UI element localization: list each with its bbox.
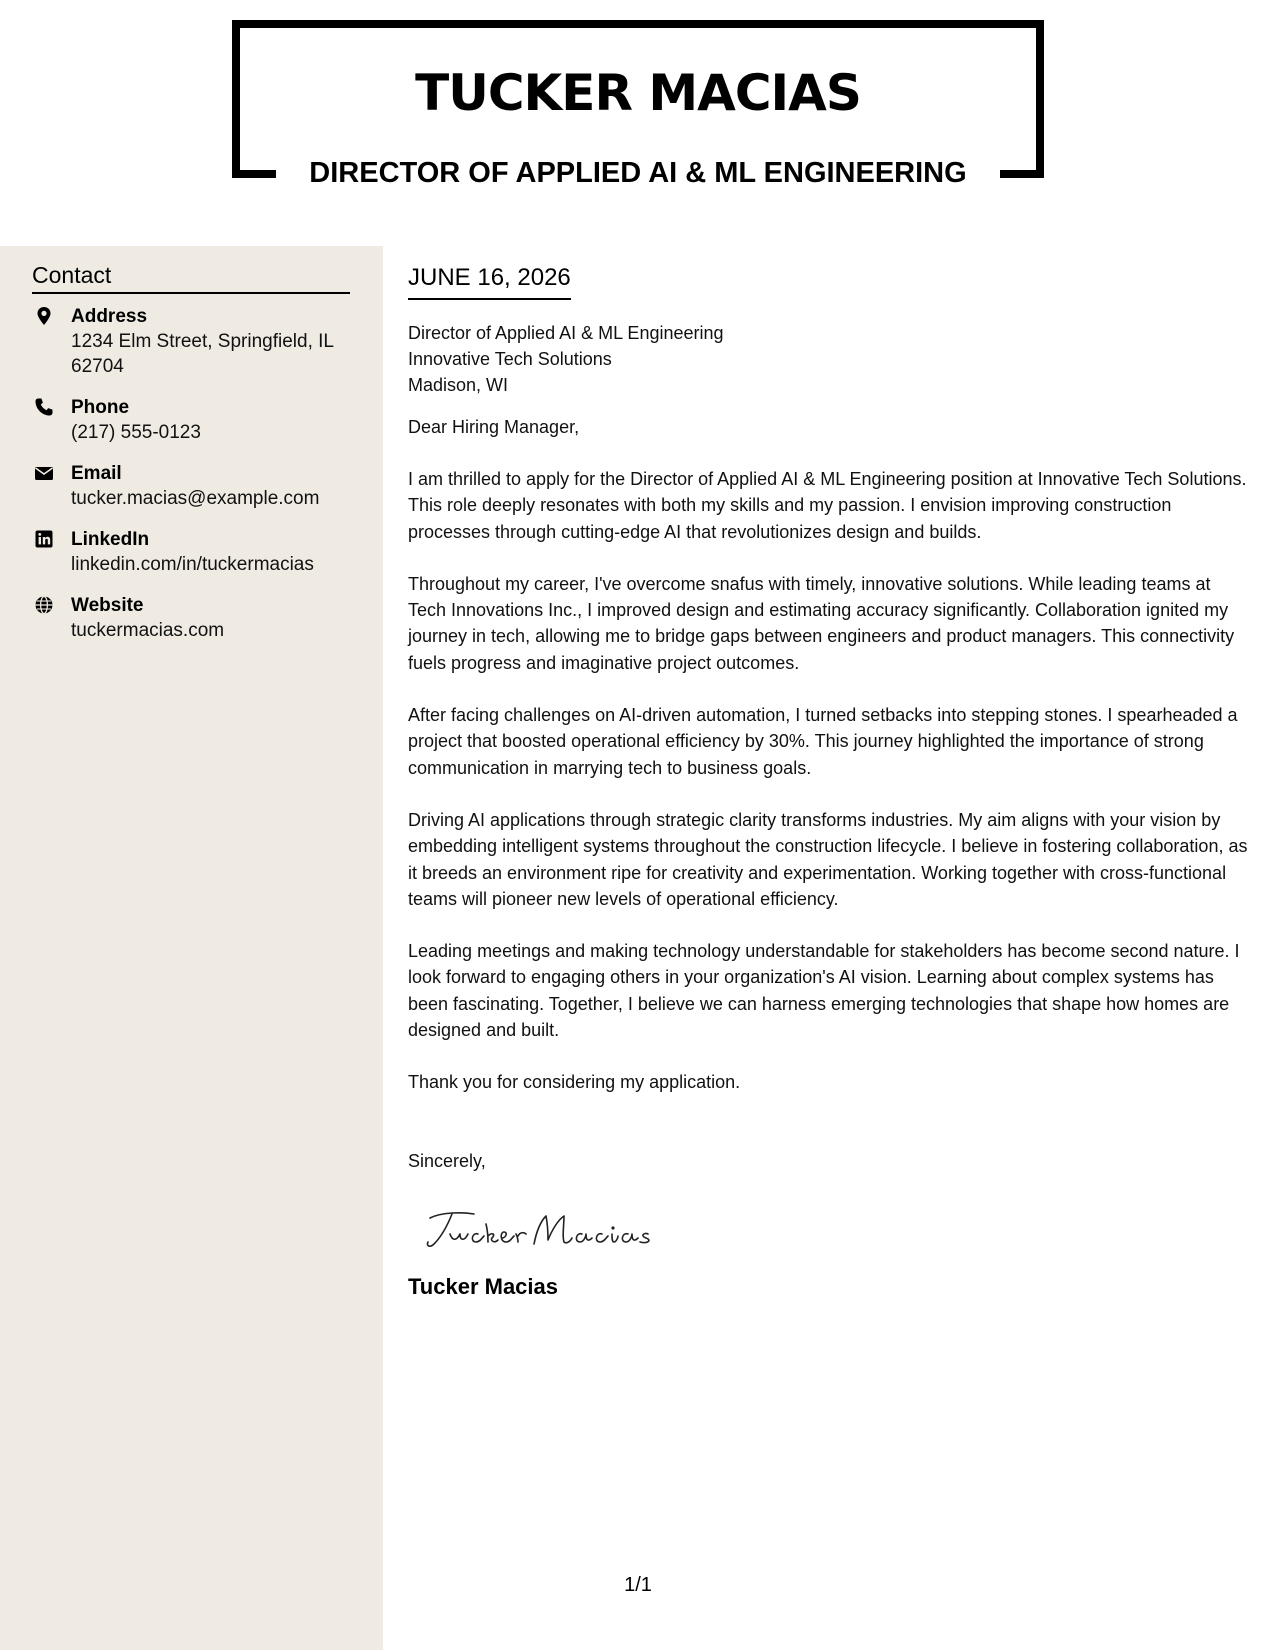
closing: Sincerely, <box>408 1150 486 1171</box>
body-paragraph: Driving AI applications through strategic clarity transforms industries. My aim aligns with your vision by embedding intelligent systems throughout the construction lifecycle. I believe in fostering collaboration, as it breeds an environment ripe for creativity and experimentation. Working together with cross-functional teams will pioneer new levels of operational efficiency. <box>408 809 1248 909</box>
contact-label: LinkedIn <box>71 529 150 550</box>
job-title <box>232 151 1044 195</box>
contact-item-website <box>32 593 362 643</box>
salutation: Dear Hiring Manager, <box>408 417 580 437</box>
recipient-company: Innovative Tech Solutions <box>408 349 612 369</box>
body-paragraph: I am thrilled to apply for the Director of Applied AI & ML Engineering position at Innovative Tech Solutions. This role deeply resonates with both my skills and my passion. I envision improving construction processes through cutting-edge AI that revolutionizes design and builds. <box>408 469 1247 542</box>
globe-icon <box>34 595 54 615</box>
map-pin-icon <box>34 306 54 326</box>
contact-list <box>32 304 362 659</box>
letter-date: JUNE 16, 2026 <box>408 262 571 300</box>
contact-item-linkedin <box>32 527 362 577</box>
linkedin-icon <box>34 529 54 549</box>
contact-label: Phone <box>71 397 130 418</box>
linkedin-value[interactable]: linkedin.com/in/tuckermacias <box>71 554 314 575</box>
contact-sidebar <box>0 246 383 1650</box>
body-paragraph: After facing challenges on AI-driven automation, I turned setbacks into stepping stones. I spearheaded a project that boosted operational efficiency by 30%. This journey highlighted the importance of strong communication in marrying tech to business goals. <box>408 705 1238 778</box>
email-value[interactable]: tucker.macias@example.com <box>71 488 320 509</box>
body-paragraph: Thank you for considering my application. <box>408 1072 741 1093</box>
phone-value: (217) 555-0123 <box>71 422 201 443</box>
recipient-block <box>408 320 1250 398</box>
contact-label: Address <box>71 306 148 327</box>
applicant-name: TUCKER MACIAS <box>415 64 861 122</box>
phone-icon <box>34 397 54 417</box>
recipient-location: Madison, WI <box>408 375 509 395</box>
signer-name: Tucker Macias <box>408 1273 559 1299</box>
body-paragraph: Throughout my career, I've overcome snafus with timely, innovative solutions. While leading teams at Tech Innovations Inc., I improved design and estimating accuracy significantly. Collaboration ignited my journey in tech, allowing me to bridge gaps between engineers and product managers. This connectivity fuels progress and imaginative project outcomes. <box>408 573 1235 673</box>
contact-label: Email <box>71 463 122 484</box>
contact-item-phone <box>32 395 362 445</box>
contact-label: Website <box>71 595 144 616</box>
letter-body <box>408 262 1250 1302</box>
page-number: 1/1 <box>624 1574 652 1596</box>
contact-item-email <box>32 461 362 511</box>
body-paragraph: Leading meetings and making technology understandable for stakeholders has become second nature. I look forward to engaging others in your organization's AI vision. Learning about complex systems has been fascinating. Together, I believe we can harness emerging technologies that shape how homes are designed and built. <box>408 941 1240 1041</box>
recipient-title: Director of Applied AI & ML Engineering <box>408 323 724 343</box>
website-value[interactable]: tuckermacias.com <box>71 620 225 641</box>
address-value: 1234 Elm Street, Springfield, IL 62704 <box>71 331 334 377</box>
contact-item-address <box>32 304 362 379</box>
frame-top-border <box>232 20 1044 28</box>
handwritten-signature <box>422 1204 662 1254</box>
envelope-icon <box>34 463 54 483</box>
contact-heading: Contact <box>32 260 350 294</box>
job-title-text: DIRECTOR OF APPLIED AI & ML ENGINEERING <box>297 157 978 189</box>
